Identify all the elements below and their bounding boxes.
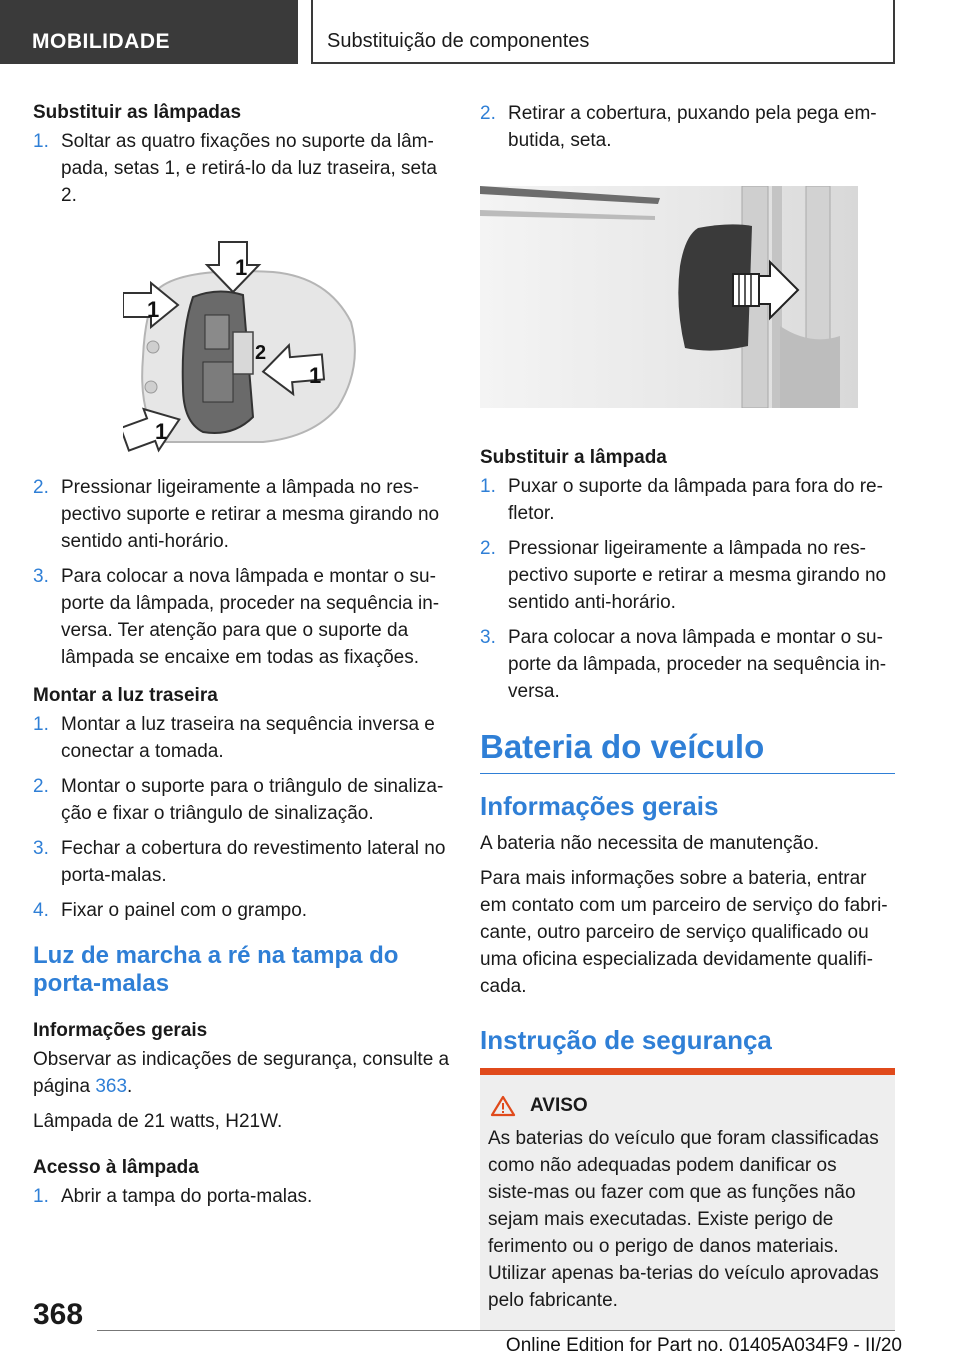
bulb-spec: Lâmpada de 21 watts, H21W. — [33, 1111, 283, 1132]
subtitle-replace-bulbs: Substituir as lâmpadas — [33, 102, 242, 123]
list-item: 2. Montar o suporte para o triângulo de sinaliza-ção e fixar o triângulo de sinalização. — [33, 776, 444, 824]
heading-general-info: Informações gerais — [480, 791, 719, 821]
footer-divider — [97, 1330, 895, 1331]
battery-maintenance: A bateria não necessita de manutenção. — [480, 833, 820, 854]
warning-text: As baterias do veículo que foram classificadas como não adequadas podem danificar os siste-mas ou fazer com que as funções não sejam mais executadas. Existe perigo de ferimento ou o perigo de danos materiais. Utilizar apenas ba-terias do veículo aprovadas pelo fabricante. — [488, 1128, 879, 1311]
warning-title: AVISO — [488, 1095, 887, 1117]
subtitle-mount-tail-light: Montar a luz traseira — [33, 685, 218, 706]
steps-replace-bulb — [480, 473, 895, 705]
label-1-bottom: 1 — [155, 419, 168, 444]
steps-replace-bulbs-cont — [33, 474, 451, 671]
warning-triangle-icon — [490, 1095, 516, 1117]
list-item: 3. Para colocar a nova lâmpada e montar o su-porte da lâmpada, proceder na sequência in-versa. — [480, 627, 887, 702]
list-item: 1. Montar a luz traseira na sequência inversa e conectar a tomada. — [33, 714, 435, 762]
heading-reverse-light: Luz de marcha a ré na tampa do porta-malas — [33, 942, 399, 997]
label-1-top: 1 — [235, 255, 248, 280]
list-item: 2. Pressionar ligeiramente a lâmpada no res-pectivo suporte e retirar a mesma girando no sentido anti-horário. — [33, 477, 440, 552]
list-item: 1. Abrir a tampa do porta-malas. — [33, 1186, 313, 1207]
header-chapter: Substituição de componentes — [311, 0, 895, 64]
steps-mount-tail-light — [33, 711, 451, 924]
page-link-363[interactable]: 363 — [95, 1076, 128, 1097]
trunk-cover-figure — [480, 186, 858, 408]
header-section: MOBILIDADE — [0, 0, 298, 64]
footer-edition: Online Edition for Part no. 01405A034F9 - II/20 — [505, 1335, 902, 1356]
subtitle-replace-bulb: Substituir a lâmpada — [480, 447, 667, 468]
right-column — [480, 100, 895, 1330]
page-number: 368 — [33, 1298, 84, 1331]
list-item: 3. Fechar a cobertura do revestimento lateral no porta-malas. — [33, 838, 446, 886]
list-item: 2. Retirar a cobertura, puxando pela pega em-butida, seta. — [480, 103, 877, 151]
heading-safety: Instrução de segurança — [480, 1025, 772, 1055]
steps-replace-bulbs — [33, 128, 451, 209]
heading-vehicle-battery: Bateria do veículo — [480, 727, 895, 774]
list-item: 1. Soltar as quatro fixações no suporte da lâm-pada, setas 1, e retirá-lo da luz traseira, seta 2. — [33, 131, 437, 206]
list-item: 4. Fixar o painel com o grampo. — [33, 900, 308, 921]
safety-reference: Observar as indicações de segurança, consulte a página 363. — [33, 1049, 450, 1097]
battery-more-info: Para mais informações sobre a bateria, entrar em contato com um parceiro de serviço do fabri-cante, outro parceiro de serviço qualificado ou uma oficina especializada devidamente qualifi-cada. — [480, 868, 888, 997]
left-column — [33, 100, 451, 1222]
label-1-left: 1 — [147, 297, 160, 322]
steps-remove-cover — [480, 100, 895, 154]
list-item: 1. Puxar o suporte da lâmpada para fora do re-fletor. — [480, 476, 883, 524]
subtitle-bulb-access: Acesso à lâmpada — [33, 1157, 199, 1178]
label-2: 2 — [255, 342, 267, 364]
tail-light-figure — [123, 237, 363, 459]
label-1-right: 1 — [309, 363, 322, 388]
warning-box — [480, 1068, 895, 1330]
list-item: 2. Pressionar ligeiramente a lâmpada no res-pectivo suporte e retirar a mesma girando no sentido anti-horário. — [480, 538, 887, 613]
list-item: 3. Para colocar a nova lâmpada e montar o su-porte da lâmpada, proceder na sequência in-versa. Ter atenção para que o suporte da lâmpada se encaixe em todas as fixações. — [33, 566, 440, 668]
subtitle-general-info: Informações gerais — [33, 1020, 208, 1041]
steps-bulb-access — [33, 1183, 451, 1210]
